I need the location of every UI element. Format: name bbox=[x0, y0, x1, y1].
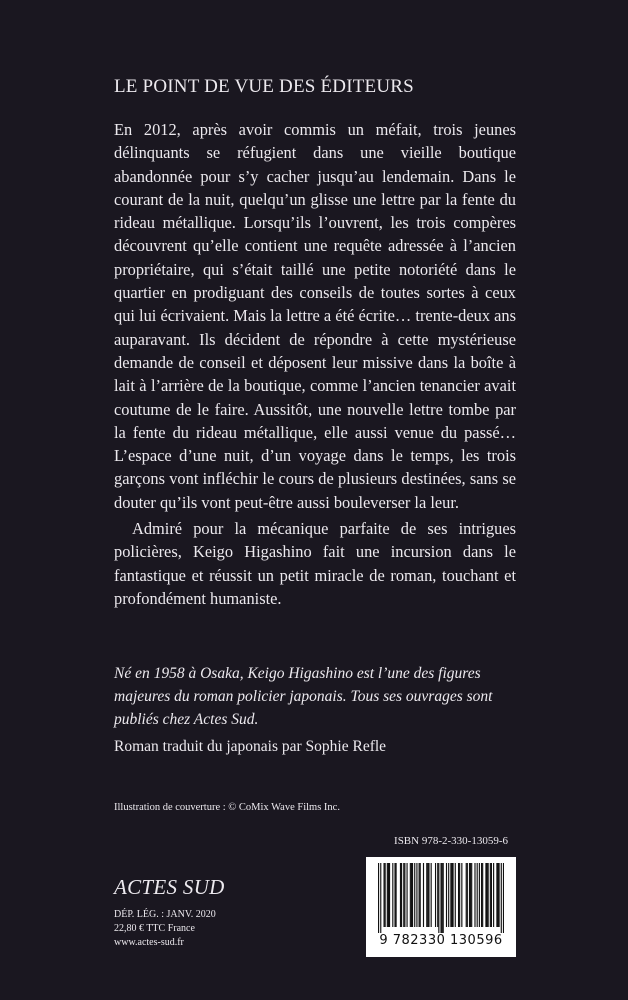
barcode-digits: 9 782330 130596 bbox=[379, 933, 503, 948]
barcode-bar bbox=[443, 863, 444, 933]
barcode-bar bbox=[503, 863, 504, 933]
barcode-bar bbox=[477, 863, 478, 927]
barcode-bar bbox=[446, 863, 447, 927]
barcode-bar bbox=[401, 863, 402, 927]
barcode-bar bbox=[435, 863, 436, 927]
barcode-bar bbox=[499, 863, 500, 927]
barcode-bar bbox=[490, 863, 491, 927]
barcode-bar bbox=[385, 863, 386, 927]
barcode-bar bbox=[428, 863, 429, 927]
barcode-bar bbox=[437, 863, 438, 927]
legal-info bbox=[114, 908, 216, 950]
barcode-bar bbox=[423, 863, 424, 927]
website: www.actes-sud.fr bbox=[114, 937, 184, 948]
barcode-bar bbox=[378, 863, 379, 933]
legal-deposit: DÉP. LÉG. : JANV. 2020 bbox=[114, 909, 216, 920]
barcode-bar bbox=[448, 863, 449, 927]
barcode-bar bbox=[416, 863, 417, 927]
price: 22,80 € TTC France bbox=[114, 923, 195, 934]
barcode-bar bbox=[438, 863, 439, 933]
barcode-bar bbox=[485, 863, 486, 927]
barcode-bar bbox=[392, 863, 393, 927]
barcode-bar bbox=[431, 863, 432, 927]
barcode-bar bbox=[497, 863, 498, 927]
barcode-bar bbox=[459, 863, 460, 927]
barcode-bar bbox=[411, 863, 412, 927]
barcode-bar bbox=[406, 863, 407, 927]
publisher-logo: ACTES SUD bbox=[114, 875, 225, 899]
illustration-credit: Illustration de couverture : © CoMix Wave Films Inc. bbox=[114, 802, 340, 813]
barcode-bar bbox=[400, 863, 401, 927]
barcode-bar bbox=[501, 863, 502, 933]
barcode-bar bbox=[481, 863, 482, 927]
isbn-number: ISBN 978-2-330-13059-6 bbox=[394, 835, 508, 847]
barcode-bar bbox=[410, 863, 411, 927]
section-heading: LE POINT DE VUE DES ÉDITEURS bbox=[114, 76, 414, 97]
barcode-bar bbox=[387, 863, 388, 927]
barcode-bar bbox=[412, 863, 413, 927]
barcode-bar bbox=[455, 863, 456, 927]
barcode-bar bbox=[394, 863, 395, 927]
barcode-bar bbox=[488, 863, 489, 927]
translator-credit: Roman traduit du japonais par Sophie Refle bbox=[114, 738, 387, 755]
barcode-bar bbox=[383, 863, 384, 927]
blurb-text bbox=[114, 118, 516, 610]
barcode-bar bbox=[419, 863, 420, 927]
barcode-bar bbox=[467, 863, 468, 927]
barcode-bar bbox=[426, 863, 427, 927]
barcode-bar bbox=[479, 863, 480, 927]
barcode-bar bbox=[474, 863, 475, 927]
barcode-bar bbox=[396, 863, 397, 927]
barcode-bar bbox=[482, 863, 483, 927]
barcode bbox=[366, 857, 516, 957]
barcode-bar bbox=[493, 863, 494, 927]
blurb-paragraph-1: En 2012, après avoir commis un méfait, trois jeunes délinquants se réfugient dans une vieille boutique abandonnée pour s’y cacher jusqu’au lendemain. Dans le courant de la nuit, quelqu’un glisse une lettre par la fente du rideau métallique. Lorsqu’ils l’ouvrent, les trois compères découvrent qu’elle contient une requête adressée à l’ancien propriétaire, qui s’était taillé une petite notoriété dans le quartier en prodiguant des conseils de toutes sortes à ceux qui lui écrivaient. Mais la lettre a été écrite… trente-deux ans auparavant. Ils décident de répondre à cette mystérieuse demande de conseil et déposent leur missive dans la boîte à lait à l’arrière de la boutique, comme l’ancien tenancier avait coutume de le faire. Aussitôt, une nouvelle lettre tombe par la fente du rideau métallique, elle aussi venue du passé… L’espace d’une nuit, d’un voyage dans le temps, les trois garçons vont infléchir le cours de plusieurs destinées, sans se douter qu’ils vont peut-être aussi bouleverser la leur. bbox=[114, 120, 516, 512]
barcode-bar bbox=[486, 863, 487, 927]
barcode-bar bbox=[470, 863, 471, 927]
barcode-bar bbox=[466, 863, 467, 927]
barcode-bar bbox=[388, 863, 389, 927]
barcode-bar bbox=[380, 863, 381, 933]
barcode-bar bbox=[403, 863, 404, 927]
barcode-bars bbox=[378, 863, 504, 933]
barcode-bar bbox=[491, 863, 492, 927]
barcode-bar bbox=[450, 863, 451, 927]
barcode-bar bbox=[453, 863, 454, 927]
barcode-bar bbox=[471, 863, 472, 927]
barcode-bar bbox=[461, 863, 462, 927]
blurb-paragraph-2: Admiré pour la mécanique parfaite de ses intrigues policières, Keigo Higashino fait une incursion dans le fantastique et réussit un petit miracle de roman, touchant et profondément humaniste. bbox=[114, 519, 516, 608]
barcode-bar bbox=[469, 863, 470, 927]
barcode-bar bbox=[458, 863, 459, 927]
barcode-bar bbox=[440, 863, 441, 933]
barcode-bar bbox=[442, 863, 443, 933]
author-bio: Né en 1958 à Osaka, Keigo Higashino est l’une des figures majeures du roman policier japonais. Tous ses ouvrages sont publiés chez Actes Sud. bbox=[114, 665, 493, 728]
barcode-bar bbox=[414, 863, 415, 927]
barcode-bar bbox=[389, 863, 390, 927]
barcode-bar bbox=[496, 863, 497, 927]
barcode-bar bbox=[420, 863, 421, 927]
barcode-bar bbox=[451, 863, 452, 927]
barcode-bar bbox=[427, 863, 428, 927]
barcode-bar bbox=[404, 863, 405, 927]
